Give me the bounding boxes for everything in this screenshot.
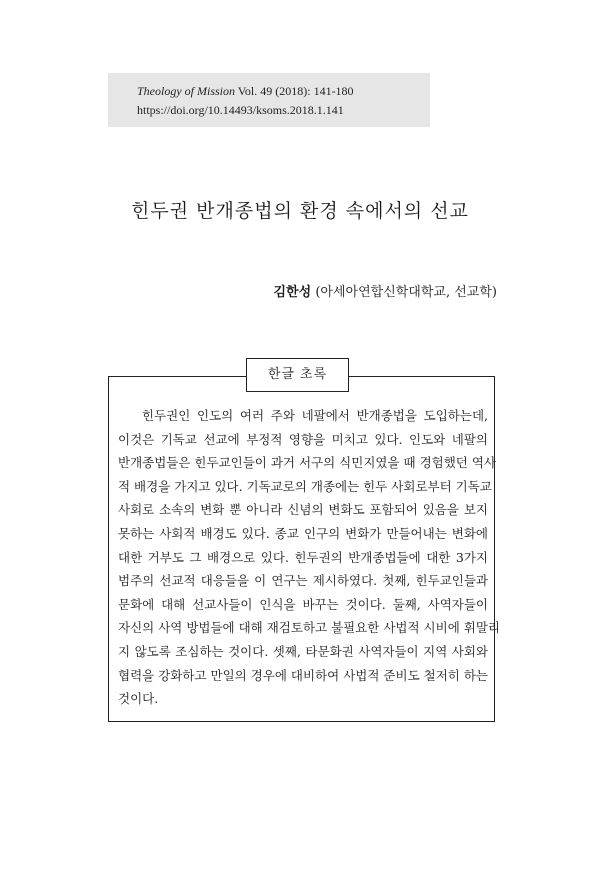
abstract-text (118, 404, 500, 711)
doi-link[interactable]: https://doi.org/10.14493/ksoms.2018.1.141 (137, 103, 344, 117)
abstract-line: 협력을 강화하고 만일의 경우에 대비하여 사법적 준비도 철저히 하는 (118, 667, 488, 683)
author-name: 김한성 (273, 285, 312, 300)
abstract-line: 자신의 사역 방법들에 대해 재검토하고 불필요한 사법적 시비에 휘말리 (118, 620, 500, 636)
abstract-label: 한글 초록 (246, 358, 349, 392)
abstract-line: 것이다. (118, 691, 159, 707)
abstract-line: 적 배경을 가지고 있다. 기독교로의 개종에는 힌두 사회로부터 기독교 (118, 478, 492, 494)
journal-citation (137, 82, 430, 101)
abstract-line: 사회로 소속의 변화 뿐 아니라 신념의 변화도 포함되어 있음을 보지 (118, 502, 488, 518)
abstract-line: 힌두권인 인도의 여러 주와 네팔에서 반개종법을 도입하는데, (142, 408, 488, 423)
abstract-line: 대한 거부도 그 배경으로 있다. 힌두권의 반개종법들에 대한 3가지 (118, 549, 488, 565)
abstract-line: 문화에 대해 선교사들이 인식을 바꾸는 것이다. 둘째, 사역자들이 (118, 596, 488, 612)
author-affiliation: (아세아연합신학대학교, 선교학) (315, 285, 497, 300)
abstract-line: 반개종법들은 힌두교인들이 과거 서구의 식민지였을 때 경험했던 역사 (118, 455, 496, 471)
journal-name: Theology of Mission (137, 84, 235, 98)
abstract-line: 지 않도록 조심하는 것이다. 셋째, 타문화권 사역자들이 지역 사회와 (118, 643, 488, 659)
volume-pages: Vol. 49 (2018): 141-180 (235, 84, 354, 98)
abstract-line: 범주의 선교적 대응들을 이 연구는 제시하였다. 첫째, 힌두교인들과 (118, 573, 488, 589)
author-line (274, 281, 498, 300)
journal-header (108, 73, 430, 127)
abstract-line: 못하는 사회적 배경도 있다. 종교 인구의 변화가 만들어내는 변화에 (118, 525, 488, 541)
paper-title: 힌두권 반개종법의 환경 속에서의 선교 (131, 200, 469, 222)
abstract-line: 이것은 기독교 선교에 부정적 영향을 미치고 있다. 인도와 네팔의 (118, 431, 488, 447)
